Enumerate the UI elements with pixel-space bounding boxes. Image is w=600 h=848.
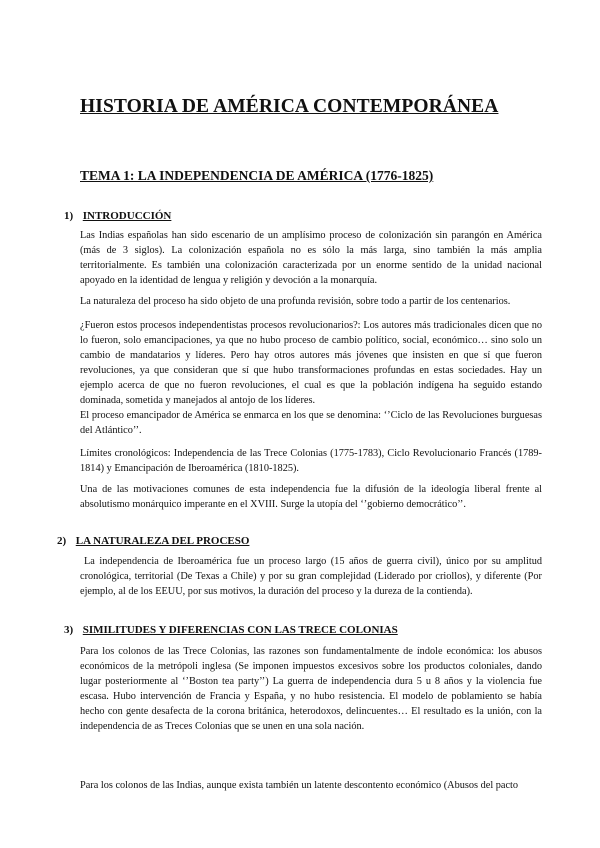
paragraph: Para los colonos de las Indias, aunque exista también un latente descontento económico (Abusos del pacto [80,780,519,791]
section-1-heading [64,210,171,222]
section-2-number: 2) [57,535,67,547]
section-3-label: SIMILITUDES Y DIFERENCIAS CON LAS TRECE COLONIAS [82,624,398,636]
paragraph: La naturaleza del proceso ha sido objeto de una profunda revisión, sobre todo a partir de los centenarios. [80,296,511,307]
paragraph: El proceso emancipador de América se enmarca en los que se denomina: ‘’Ciclo de las Revoluciones burguesas del Atlántico’’. [80,410,542,436]
paragraph: Para los colonos de las Trece Colonias, las razones son fundamentalmente de índole económica: los abusos económicos de la metrópoli inglesa (Se imponen impuestos excesivos sobre los productos coloniales, dando lugar posteriormente al ‘’Boston tea party’’) La guerra de independencia dura 5 u 8 años y la violencia fue escasa. Hubo intervención de Francia y España, y no hubo resistencia. El modelo de poblamiento se había hecho con gente desafecta de la corona británica, heterodoxos, delincuentes… El resultado es la unión, con la independencia de as Treces Colonias que se unen en una sola nación. [80,646,542,732]
document-title: HISTORIA DE AMÉRICA CONTEMPORÁNEA [80,96,499,117]
section-1-label: INTRODUCCIÓN [82,210,172,222]
paragraph: Las Indias españolas han sido escenario de un amplísimo proceso de colonización sin parangón en América (más de 3 siglos). La colonización española no es sólo la más larga, sino también la más amplia territorialmente. Es también una colonización caracterizada por un enorme sentido de la unidad nacional apoyado en la identidad de lengua y religión y devoción a la monarquía. [80,230,542,286]
tema-heading: TEMA 1: LA INDEPENDENCIA DE AMÉRICA (1776-1825) [80,168,434,183]
section-3-number: 3) [64,624,74,636]
section-2-label: LA NATURALEZA DEL PROCESO [75,535,250,547]
section-3-heading [64,624,398,636]
paragraph: Una de las motivaciones comunes de esta independencia fue la difusión de la ideología liberal frente al absolutismo monárquico imperante en el XVIII. Surge la utopía del ‘’gobierno democrático’’. [80,484,542,510]
paragraph: ¿Fueron estos procesos independentistas procesos revolucionarios?: Los autores más tradicionales dicen que no lo fueron, solo emancipaciones, ya que no hubo proceso de cambio político, social, económico… sino solo un cambio de mandatarios y líderes. Pero hay otros autores más jóvenes que insisten en que sí que fueron revoluciones, ya que consideran que sí que hubo transformaciones profundas en estas sociedades. Hay un ejemplo acerca de que no fueron revoluciones, el cual es que la población indígena ha seguido estando dominada, sometida y manejados al antojo de los líderes. [80,320,542,406]
section-1-number: 1) [64,210,74,222]
paragraph: Límites cronológicos: Independencia de las Trece Colonias (1775-1783), Ciclo Revolucionario Francés (1789-1814) y Emancipación de Iberoamérica (1810-1825). [80,448,542,474]
paragraph: La independencia de Iberoamérica fue un proceso largo (15 años de guerra civil), único por su amplitud cronológica, territorial (De Texas a Chile) y por su gran complejidad (Liderado por criollos), y diferente (Por ejemplo, al de los EEUU, por sus motivos, la duración del proceso y la dureza de la contienda). [80,556,542,597]
section-2-heading [57,535,249,547]
